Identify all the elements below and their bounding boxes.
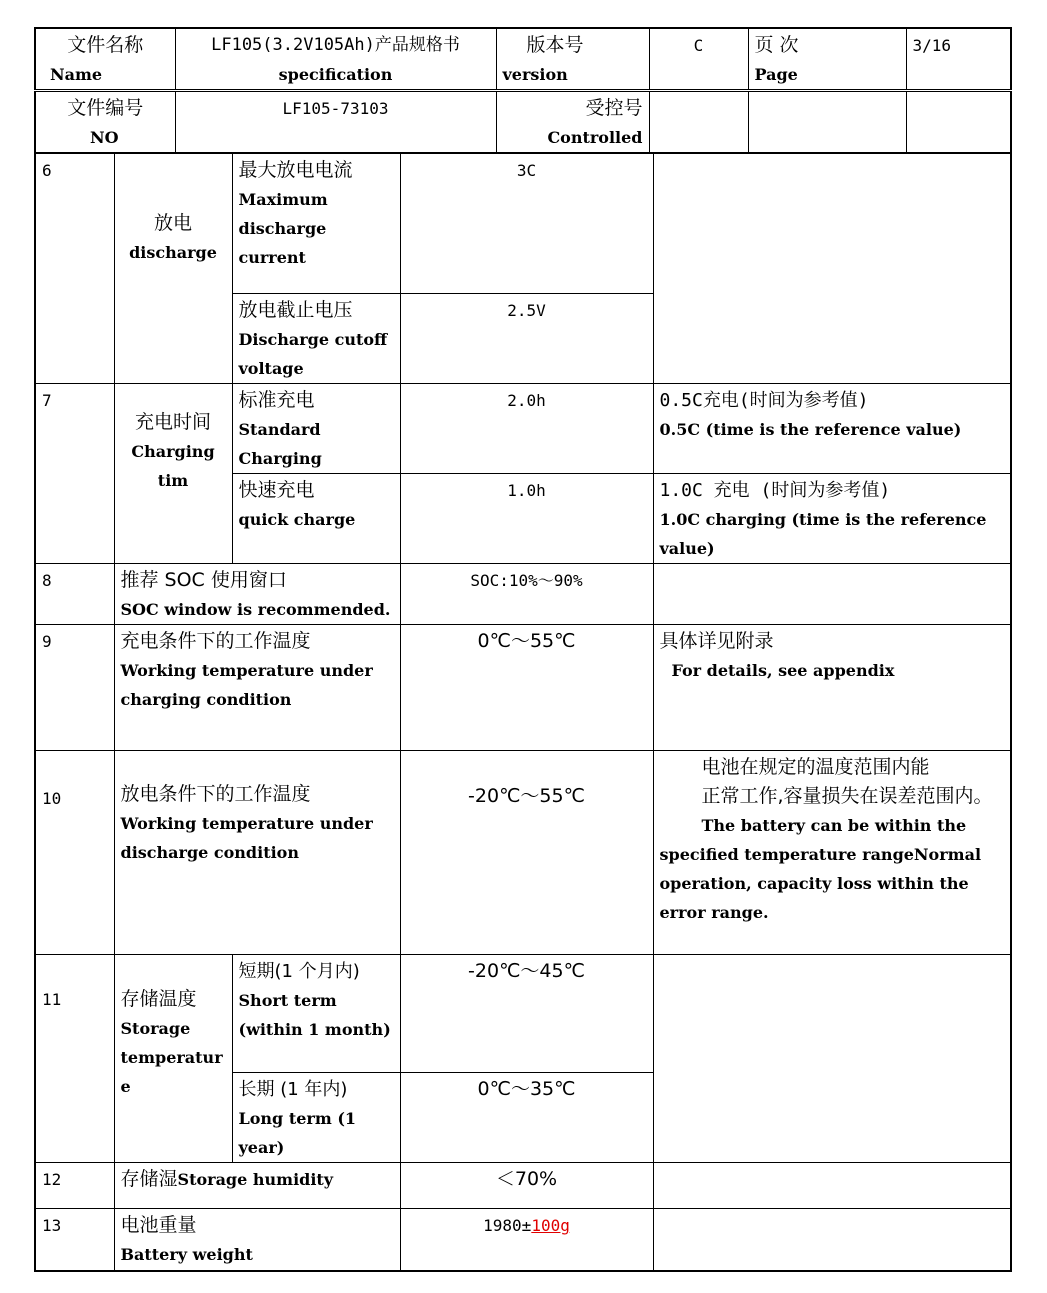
row-number: 7	[35, 384, 114, 564]
item-value: SOC:10%～90%	[400, 564, 653, 625]
row-group-label: 放电 discharge	[114, 154, 232, 384]
controlled-value-empty	[649, 91, 748, 153]
controlled-label: 受控号 Controlled	[496, 91, 649, 153]
file-name-label: 文件名称 Name	[35, 28, 175, 91]
weight-tolerance: 100g	[531, 1216, 570, 1235]
row-number: 9	[35, 625, 114, 751]
remark-cell	[653, 1163, 1011, 1209]
item-value: 2.5V	[400, 294, 653, 384]
item-value: ＜70%	[400, 1163, 653, 1209]
row-number: 10	[35, 751, 114, 955]
table-row	[35, 955, 1011, 1073]
table-row	[35, 751, 1011, 955]
remark-cell: 具体详见附录 For details, see appendix	[653, 625, 1011, 751]
page-label: 页 次 Page	[748, 28, 906, 91]
item-value: 2.0h	[400, 384, 653, 474]
item-label: 放电截止电压 Discharge cutoff voltage	[232, 294, 400, 384]
table-row	[35, 1163, 1011, 1209]
item-value: 3C	[400, 154, 653, 294]
item-label: 充电条件下的工作温度 Working temperature under charging condition	[114, 625, 400, 751]
table-row	[35, 384, 1011, 474]
row-number: 8	[35, 564, 114, 625]
remark-cell	[653, 154, 1011, 384]
item-label: 最大放电电流 Maximum discharge current	[232, 154, 400, 294]
row-group-label: 存储温度 Storage temperatur e	[114, 955, 232, 1163]
row-number: 6	[35, 154, 114, 384]
page-value: 3/16	[906, 28, 1011, 91]
spec-page	[34, 27, 1010, 1272]
item-label: 放电条件下的工作温度 Working temperature under discharge condition	[114, 751, 400, 955]
file-no-value: LF105-73103	[175, 91, 496, 153]
remark-cell: 电池在规定的温度范围内能 正常工作,容量损失在误差范围内。 The battery can be within the specified temperature rangeNormal operation, capacity loss within the error range.	[653, 751, 1011, 955]
row-number: 12	[35, 1163, 114, 1209]
version-value: C	[649, 28, 748, 91]
row-number: 13	[35, 1209, 114, 1271]
item-label: 短期(1 个月内) Short term (within 1 month)	[232, 955, 400, 1073]
row-group-label: 充电时间 Charging tim	[114, 384, 232, 564]
document-header	[34, 27, 1012, 153]
item-label: 快速充电 quick charge	[232, 474, 400, 564]
blank-cell	[906, 91, 1011, 153]
row-number: 11	[35, 955, 114, 1163]
item-value: -20℃～55℃	[400, 751, 653, 955]
item-value: 1.0h	[400, 474, 653, 564]
remark-cell: 1.0C 充电 (时间为参考值) 1.0C charging (time is the reference value)	[653, 474, 1011, 564]
item-value: 0℃～55℃	[400, 625, 653, 751]
remark-cell	[653, 564, 1011, 625]
file-no-label: 文件编号 NO	[35, 91, 175, 153]
table-row	[35, 1209, 1011, 1271]
remark-cell	[653, 955, 1011, 1163]
item-value: -20℃～45℃	[400, 955, 653, 1073]
item-value: 1980±100g	[400, 1209, 653, 1271]
remark-cell	[653, 1209, 1011, 1271]
version-label: 版本号 version	[496, 28, 649, 91]
item-value: 0℃～35℃	[400, 1073, 653, 1163]
item-label: 电池重量 Battery weight	[114, 1209, 400, 1271]
table-row	[35, 564, 1011, 625]
item-label: 标准充电 Standard Charging	[232, 384, 400, 474]
item-label: 长期 (1 年内) Long term (1 year)	[232, 1073, 400, 1163]
spec-table	[34, 153, 1012, 1272]
table-row	[35, 625, 1011, 751]
table-row	[35, 154, 1011, 294]
file-name-value: LF105(3.2V105Ah)产品规格书 specification	[175, 28, 496, 91]
remark-cell: 0.5C充电(时间为参考值) 0.5C (time is the reference value)	[653, 384, 1011, 474]
blank-cell	[748, 91, 906, 153]
item-label: 存储湿Storage humidity	[114, 1163, 400, 1209]
item-label: 推荐 SOC 使用窗口 SOC window is recommended.	[114, 564, 400, 625]
